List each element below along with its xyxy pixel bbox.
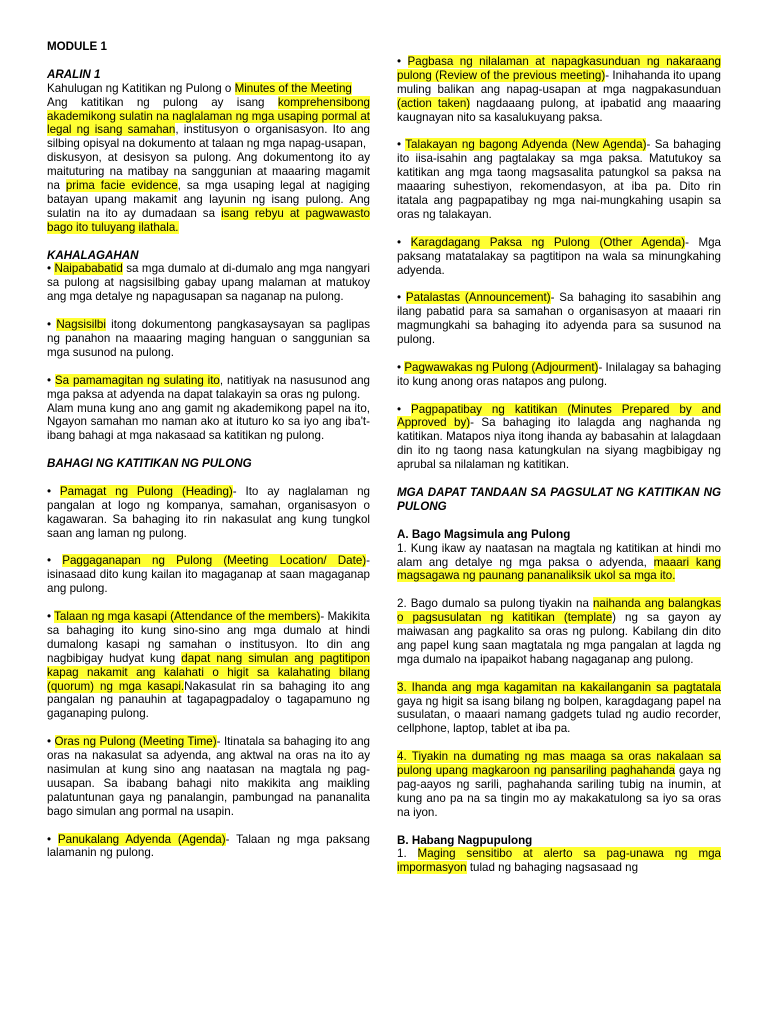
definition-paragraph: Ang katitikan ng pulong ay isang komprehensibong akademikong sulatin na naglalaman ng mga usaping pormal at legal ng isang samahan, institusyon o organisasyon. Ito ang silbing opisyal na dokumento at talaan ng mga napag-usapan,: [47, 95, 371, 151]
bullet-item: • Pamagat ng Pulong (Heading)- Ito ay naglalaman ng pangalan at logo ng kompanya, samahan, organisasyon o kagawaran. Sa bahaging ito rin nakasulat ang kung tungkol saan ang laman ng pulong.: [47, 484, 370, 540]
bullet-item: • Sa pamamagitan ng sulating ito, natitiyak na nasusunod ang mga paksa at adyenda na dapat talakayin sa oras ng pulong.: [47, 373, 371, 401]
left-column: [47, 40, 370, 860]
bahagi-heading: BAHAGI NG KATITIKAN NG PULONG: [47, 457, 252, 471]
bullet-item: • Paggaganapan ng Pulong (Meeting Location/ Date)- isinasaad dito kung kailan ito magaganap at saan magaganap ang pulong.: [47, 554, 371, 596]
numbered-item: 1. Maging sensitibo at alerto sa pag-unawa ng mga impormasyon tulad ng bahaging nagsasaad ng: [397, 847, 721, 875]
paragraph: Alam muna kung ano ang gamit ng akademikong papel na ito, Ngayon samahan mo naman ako at ituturo ko sa iyo ang iba't- ibang bahagi at mga nakasaad sa katitikan ng pulong.: [47, 401, 370, 443]
bullet-item: • Pagwawakas ng Pulong (Adjourment)- Inilalagay sa bahaging ito kung anong oras natapos ang pulong.: [397, 360, 722, 388]
intro-line: Kahulugan ng Katitikan ng Pulong o Minutes of the Meeting: [47, 81, 352, 95]
bullet-item: • Nagsisilbi itong dokumentong pangkasaysayan sa paglipas ng panahon na maaaring maging hanguan o sanggunian sa mga susunod na pulong.: [47, 318, 371, 359]
bullet-item: • Talakayan ng bagong Adyenda (New Agenda)- Sa bahaging ito iisa-isahin ang pagtalakay sa mga paksa. Matutukoy sa katitikan ang mga taong magsasalita patungkol sa paksa na maaaring suhestiyon, rekomendasyon, at iba pa. Dito rin itatala ang pagpapatibay ng mga nai-mungkahing usapin sa oras ng talakayan.: [397, 138, 721, 221]
bullet-item: • Panukalang Adyenda (Agenda)- Talaan ng mga paksang lalamanin ng pulong.: [47, 832, 371, 860]
numbered-item: 4. Tiyakin na dumating ng mas maaga sa oras nakalaan sa pulong upang magkaroon ng pansariling paghahanda gaya ng pag-aayos ng sarili, paghahanda sariling tubig na inumin, at kung ano pa na sa tingin mo ay makakatulong sa iyo sa oras na iyon.: [397, 750, 721, 819]
highlight: prima facie evidence: [65, 179, 178, 193]
numbered-item: 1. Kung ikaw ay naatasan na magtala ng katitikan at hindi mo alam ang detalye ng mga paksa o adyenda, maaari kang magsagawa ng paunang pananaliksik ukol sa mga ito.: [397, 541, 721, 583]
right-column: [397, 55, 721, 875]
bullet-item: • Naipababatid sa mga dumalo at di-dumalo ang mga nangyari sa pulong at nagsisilbing gabay upang malaman at matukoy ang mga detalye ng napagusapan sa naganap na pulong.: [47, 262, 370, 304]
section-b-heading: B. Habang Nagpupulong: [397, 833, 533, 847]
bullet-item: • Pagbasa ng nilalaman at napagkasunduan ng nakaraang pulong (Review of the previous meeting)- Inihahanda ito upang muling balikan ang napag-usapan at mga nagpakasunduan (action taken) nagdaaang pulong, at ipabatid ang maaaring kaugnayan nito sa kasalukuyang paksa.: [397, 55, 722, 124]
bullet-item: • Patalastas (Announcement)- Sa bahaging ito sasabihin ang ilang pabatid para sa samahan o organisasyon at maaari rin magmungkahi sa bahaging ito adyenda para sa susunod na pulong.: [397, 291, 721, 347]
dapat-heading: MGA DAPAT TANDAAN SA PAGSULAT NG KATITIKAN NG PULONG: [397, 486, 721, 513]
bullet-item: • Pagpapatibay ng katitikan (Minutes Prepared by and Approved by)- Sa bahaging ito lalagda ang naghanda ng katitikan. Matapos niya itong ihanda ay babasahin at lalagdaan din ito ng taong nasa katungkulan na siyang magbibigay ng aprubal sa nilalaman ng katitikan.: [397, 402, 722, 472]
bullet-item: • Oras ng Pulong (Meeting Time)- Itinatala sa bahaging ito ang oras na nakasulat sa adyenda, ang aktwal na oras na ito ay nasimulan at kung sino ang naatasan na magtala ng pag-uusapan. Sa ibabang bahagi nito makikita ang maikling palatuntunan gaya ng panalangin, pambungad na pananalita bago simulan ang pormal na usapin.: [47, 735, 370, 818]
section-a-heading: A. Bago Magsimula ang Pulong: [397, 527, 571, 541]
highlight: komprehensibong akademikong sulatin na naglalaman ng mga usaping pormal at legal ng isang samahan: [47, 95, 370, 137]
module-title: MODULE 1: [47, 40, 107, 53]
bullet-item: • Karagdagang Paksa ng Pulong (Other Agenda)- Mga paksang matatalakay sa pagtitipon na wala sa minungkahing adyenda.: [397, 235, 721, 277]
bullet-item: • Talaan ng mga kasapi (Attendance of the members)- Makikita sa bahaging ito kung sino-sino ang mga dumalo at hindi dumalong kasapi ng samahan o institusyon. Ito din ang nagbibigay hudyat kung dapat nang simulan ang pagtitipon kapag nakamit ang kalahati o higit sa kalahating bilang (quorum) ng mga kasapi.Nakasulat rin sa bahaging ito ang pangalan ng panauhin at tagapagpadaloy o tagapamuno ng gaganaping pulong.: [47, 610, 371, 721]
numbered-item: 2. Bago dumalo sa pulong tiyakin na naihanda ang balangkas o pagsusulatan ng katitikan (template) ng sa gayon ay maiwasan ang pagkalito sa oras ng pulong. Kabilang din dito ang papel kung saan magtatala ng mga pangalan at lagda ng mga dumalo na ipapaikot habang nagaganap ang pulong.: [397, 597, 722, 666]
highlight: isang rebyu at pagwawasto bago ito tuluyang ilathala.: [47, 206, 370, 234]
definition-paragraph-cont: diskusyon, at desisyon sa pulong. Ang dokumentong ito ay maituturing na matibay na sanggunian at maaaring magamit na prima facie evidence, sa mga usaping legal at nagiging batayan upang makamit ang layunin ng isang pulong. Ang sulatin na ito ay dumadaan sa isang rebyu at pagwawasto bago ito tuluyang ilathala.: [47, 151, 370, 234]
aralin-title: ARALIN 1: [47, 67, 101, 81]
highlight: Minutes of the Meeting: [234, 81, 352, 95]
numbered-item: 3. Ihanda ang mga kagamitan na kakailanganin sa pagtatala gaya ng higit sa isang bilang ng bolpen, karagdagang papel na susulatan, o maaari namang gadgets tulad ng audio recorder, cellphone, laptop, tablet at iba pa.: [397, 680, 721, 736]
kahalagahan-heading: KAHALAGAHAN: [47, 248, 139, 262]
